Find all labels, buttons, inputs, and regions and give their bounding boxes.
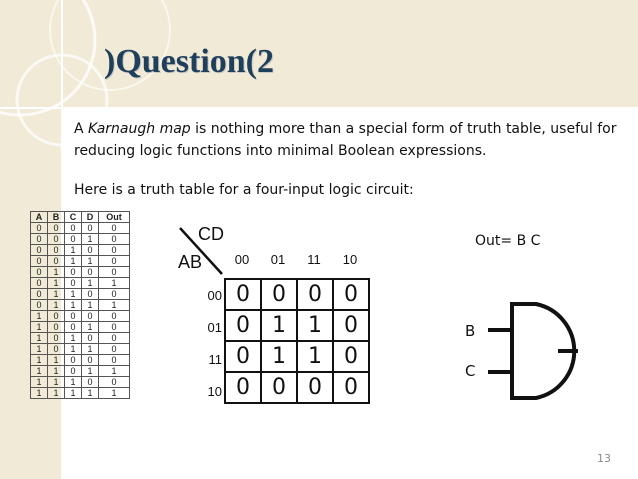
- kmap-cell: 0: [225, 310, 261, 341]
- truth-table-cell: 0: [82, 355, 99, 366]
- truth-table-row: [31, 366, 130, 377]
- kmap-cell: 1: [261, 310, 297, 341]
- truth-table-cell: 1: [99, 278, 130, 289]
- truth-table-row: [31, 333, 130, 344]
- kmap-col-header: 11: [307, 252, 321, 267]
- truth-table-header: C: [65, 212, 82, 223]
- kmap-cd-label: CD: [198, 224, 224, 244]
- truth-table-cell: 0: [99, 256, 130, 267]
- truth-table-cell: 0: [99, 234, 130, 245]
- truth-table-cell: 0: [65, 278, 82, 289]
- truth-table-header: A: [31, 212, 48, 223]
- truth-table-cell: 1: [31, 311, 48, 322]
- truth-table-cell: 0: [48, 344, 65, 355]
- kmap-cell: 0: [261, 279, 297, 310]
- truth-table-cell: 1: [48, 278, 65, 289]
- kmap-cell: 0: [333, 372, 369, 403]
- truth-table-cell: 1: [82, 234, 99, 245]
- intro-paragraph: [74, 118, 630, 162]
- truth-table-row: [31, 289, 130, 300]
- karnaugh-map: [176, 222, 376, 440]
- intro-term: Karnaugh map: [88, 121, 191, 137]
- truth-table-cell: 1: [82, 344, 99, 355]
- truth-table-cell: 0: [31, 256, 48, 267]
- kmap-col-header: 01: [270, 252, 286, 267]
- truth-table-cell: 0: [99, 289, 130, 300]
- and-gate-symbol: [486, 298, 586, 408]
- kmap-cell: 0: [333, 279, 369, 310]
- truth-table-cell: 1: [82, 322, 99, 333]
- truth-table-cell: 0: [82, 223, 99, 234]
- gate-input-c-label: C: [465, 362, 476, 380]
- truth-table-cell: 1: [48, 366, 65, 377]
- truth-table-cell: 1: [99, 366, 130, 377]
- truth-table-cell: 0: [99, 355, 130, 366]
- truth-table-row: [31, 256, 130, 267]
- kmap-cell: 0: [225, 372, 261, 403]
- kmap-cell: 0: [225, 341, 261, 372]
- truth-table-row: [31, 322, 130, 333]
- truth-table-cell: 0: [65, 366, 82, 377]
- kmap-col-header: 10: [342, 252, 358, 267]
- truth-table-cell: 1: [82, 366, 99, 377]
- truth-table-cell: 1: [48, 377, 65, 388]
- kmap-col-header: 00: [234, 252, 250, 267]
- truth-table-cell: 1: [65, 344, 82, 355]
- truth-table-cell: 0: [31, 278, 48, 289]
- kmap-row-header: 10: [207, 384, 222, 399]
- truth-table-header: Out: [99, 212, 130, 223]
- kmap-row-header: 11: [208, 352, 222, 367]
- truth-table-cell: 0: [65, 322, 82, 333]
- truth-table-cell: 0: [99, 311, 130, 322]
- truth-table-cell: 0: [31, 234, 48, 245]
- truth-table-cell: 0: [65, 355, 82, 366]
- output-expression: Out= B C: [475, 233, 541, 249]
- truth-table-cell: 0: [48, 256, 65, 267]
- truth-table-cell: 0: [48, 245, 65, 256]
- truth-table-cell: 1: [99, 388, 130, 399]
- truth-table-cell: 1: [65, 256, 82, 267]
- truth-table-cell: 1: [31, 344, 48, 355]
- truth-table-cell: 0: [82, 311, 99, 322]
- kmap-cell: 0: [225, 279, 261, 310]
- truth-table-cell: 0: [99, 223, 130, 234]
- truth-table-row: [31, 355, 130, 366]
- kmap-cell: 0: [297, 372, 333, 403]
- kmap-cell: 0: [297, 279, 333, 310]
- truth-table-cell: 0: [31, 300, 48, 311]
- truth-table-cell: 0: [99, 245, 130, 256]
- truth-table-cell: 0: [99, 333, 130, 344]
- truth-table-row: [31, 388, 130, 399]
- kmap-grid: [224, 278, 370, 404]
- truth-table-cell: 1: [48, 300, 65, 311]
- truth-table-row: [31, 311, 130, 322]
- truth-table-cell: 0: [48, 223, 65, 234]
- truth-table-row: [31, 245, 130, 256]
- truth-table-cell: 0: [99, 322, 130, 333]
- kmap-row-header: 00: [207, 288, 222, 303]
- intro-text-pre: A: [74, 121, 89, 137]
- truth-table-cell: 1: [82, 256, 99, 267]
- truth-table-cell: 1: [48, 289, 65, 300]
- truth-table-cell: 0: [65, 234, 82, 245]
- truth-table: [30, 211, 130, 399]
- truth-table-cell: 1: [31, 333, 48, 344]
- truth-table-cell: 0: [48, 234, 65, 245]
- truth-table-cell: 1: [31, 322, 48, 333]
- intro-text-post: is nothing more than a special form of truth table, useful for reducing logic functions into minimal Boolean expressions.: [74, 121, 617, 159]
- truth-table-cell: 1: [48, 267, 65, 278]
- truth-table-cell: 1: [65, 388, 82, 399]
- kmap-cell: 0: [333, 310, 369, 341]
- truth-table-cell: 0: [31, 245, 48, 256]
- kmap-cell: 0: [333, 341, 369, 372]
- truth-table-cell: 1: [82, 278, 99, 289]
- truth-table-cell: 1: [99, 300, 130, 311]
- truth-table-cell: 1: [31, 355, 48, 366]
- truth-table-cell: 0: [99, 377, 130, 388]
- truth-table-cell: 1: [65, 377, 82, 388]
- truth-table-cell: 0: [48, 311, 65, 322]
- truth-table-cell: 1: [65, 300, 82, 311]
- slide-title: )Question(2: [104, 43, 274, 80]
- truth-table-cell: 1: [31, 377, 48, 388]
- truth-table-cell: 0: [65, 223, 82, 234]
- truth-table-cell: 0: [48, 333, 65, 344]
- kmap-cell: 1: [261, 341, 297, 372]
- truth-table-cell: 1: [48, 355, 65, 366]
- kmap-row-header: 01: [207, 320, 222, 335]
- truth-table-cell: 1: [65, 245, 82, 256]
- truth-table-cell: 1: [31, 388, 48, 399]
- truth-table-cell: 1: [82, 300, 99, 311]
- truth-table-cell: 1: [82, 388, 99, 399]
- truth-table-row: [31, 344, 130, 355]
- truth-table-cell: 0: [82, 245, 99, 256]
- truth-table-row: [31, 267, 130, 278]
- truth-table-row: [31, 300, 130, 311]
- kmap-ab-label: AB: [178, 252, 203, 272]
- truth-table-cell: 0: [82, 289, 99, 300]
- truth-table-cell: 1: [65, 333, 82, 344]
- truth-table-cell: 0: [82, 267, 99, 278]
- kmap-cell: 1: [297, 341, 333, 372]
- truth-table-cell: 0: [48, 322, 65, 333]
- truth-table-cell: 0: [99, 344, 130, 355]
- kmap-cell: 0: [261, 372, 297, 403]
- gate-input-b-label: B: [465, 322, 476, 340]
- truth-table-cell: 0: [82, 333, 99, 344]
- truth-table-cell: 0: [65, 267, 82, 278]
- truth-table-row: [31, 278, 130, 289]
- truth-table-caption: Here is a truth table for a four-input logic circuit:: [74, 182, 414, 198]
- truth-table-cell: 1: [31, 366, 48, 377]
- truth-table-row: [31, 234, 130, 245]
- truth-table-cell: 0: [99, 267, 130, 278]
- truth-table-cell: 0: [31, 289, 48, 300]
- truth-table-row: [31, 223, 130, 234]
- truth-table-row: [31, 377, 130, 388]
- truth-table-cell: 1: [65, 289, 82, 300]
- truth-table-header: B: [48, 212, 65, 223]
- kmap-cell: 1: [297, 310, 333, 341]
- truth-table-cell: 1: [48, 388, 65, 399]
- truth-table-cell: 0: [82, 377, 99, 388]
- truth-table-cell: 0: [31, 223, 48, 234]
- truth-table-header: D: [82, 212, 99, 223]
- truth-table-cell: 0: [31, 267, 48, 278]
- slide-number: 13: [597, 452, 611, 465]
- truth-table-cell: 0: [65, 311, 82, 322]
